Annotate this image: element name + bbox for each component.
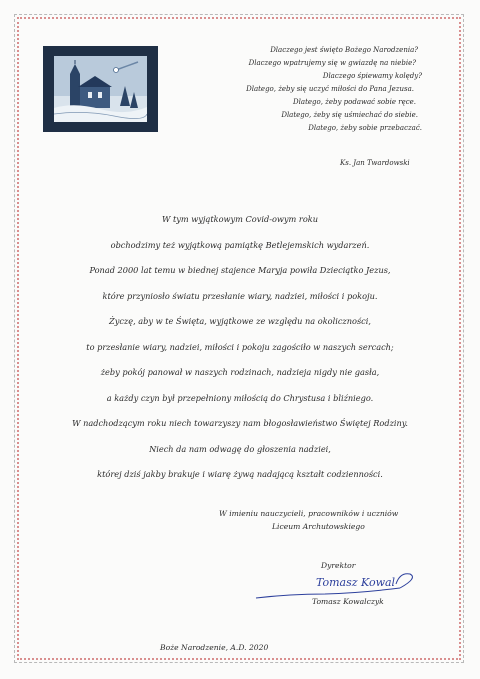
greeting-line: której dziś jakby brakuje i wiarę żywą nadającą kształt codzienności. (97, 469, 383, 479)
signatory-name: Tomasz Kowalczyk (312, 597, 384, 606)
greeting-line: które przyniosło światu przesłanie wiary, nadziei, miłości i pokoju. (102, 290, 378, 301)
greeting-line: to przesłanie wiary, nadziei, miłości i pokoju zagościło w naszych sercach; (86, 341, 394, 352)
signature-text: Tomasz Kowal (316, 576, 396, 589)
poem-line: Dlaczego śpiewamy kolędy? (322, 72, 422, 80)
greeting-line: W nadchodzącym roku niech towarzyszy nam błogosławieństwo Świętej Rodziny. (72, 418, 408, 428)
poem-line: Dlatego, żeby podawać sobie ręce. (293, 98, 416, 106)
poem-line: Dlaczego jest święto Bożego Narodzenia? (270, 46, 418, 54)
greeting-line: a każdy czyn był przepełniony miłością do Chrystusa i bliźniego. (106, 392, 374, 403)
letter-date: Boże Narodzenie, A.D. 2020 (160, 643, 269, 652)
poem-line: Dlatego, żeby się uśmiechać do siebie. (281, 111, 418, 119)
behalf-line-1: W imieniu nauczycieli, pracowników i uczniów (219, 509, 399, 518)
greeting-line: Życzę, aby w te Święta, wyjątkowe ze względu na okoliczności, (109, 316, 371, 326)
greeting-line: Niech da nam odwagę do głoszenia nadziei, (149, 443, 331, 454)
greeting-line: W tym wyjątkowym Covid-owym roku (162, 214, 318, 224)
greeting-line: obchodzimy też wyjątkową pamiątkę Betlejemskich wydarzeń. (110, 239, 370, 250)
signatory-title: Dyrektor (321, 561, 356, 570)
poem-author: Ks. Jan Twardowski (340, 159, 410, 167)
greeting-line: Ponad 2000 lat temu w biednej stajence Maryja powiła Dzieciątko Jezus, (89, 265, 391, 275)
behalf-line-2: Liceum Archutowskiego (272, 522, 365, 531)
poem-line: Dlaczego wpatrujemy się w gwiazdę na niebie? (248, 59, 416, 67)
greeting-body (20, 207, 460, 488)
poem (122, 44, 422, 135)
poem-line: Dlatego, żeby sobie przebaczać. (308, 124, 422, 132)
poem-line: Dlatego, żeby się uczyć miłości do Pana Jezusa. (246, 85, 414, 93)
greeting-line: żeby pokój panował w naszych rodzinach, nadzieja nigdy nie gasła, (100, 367, 380, 377)
